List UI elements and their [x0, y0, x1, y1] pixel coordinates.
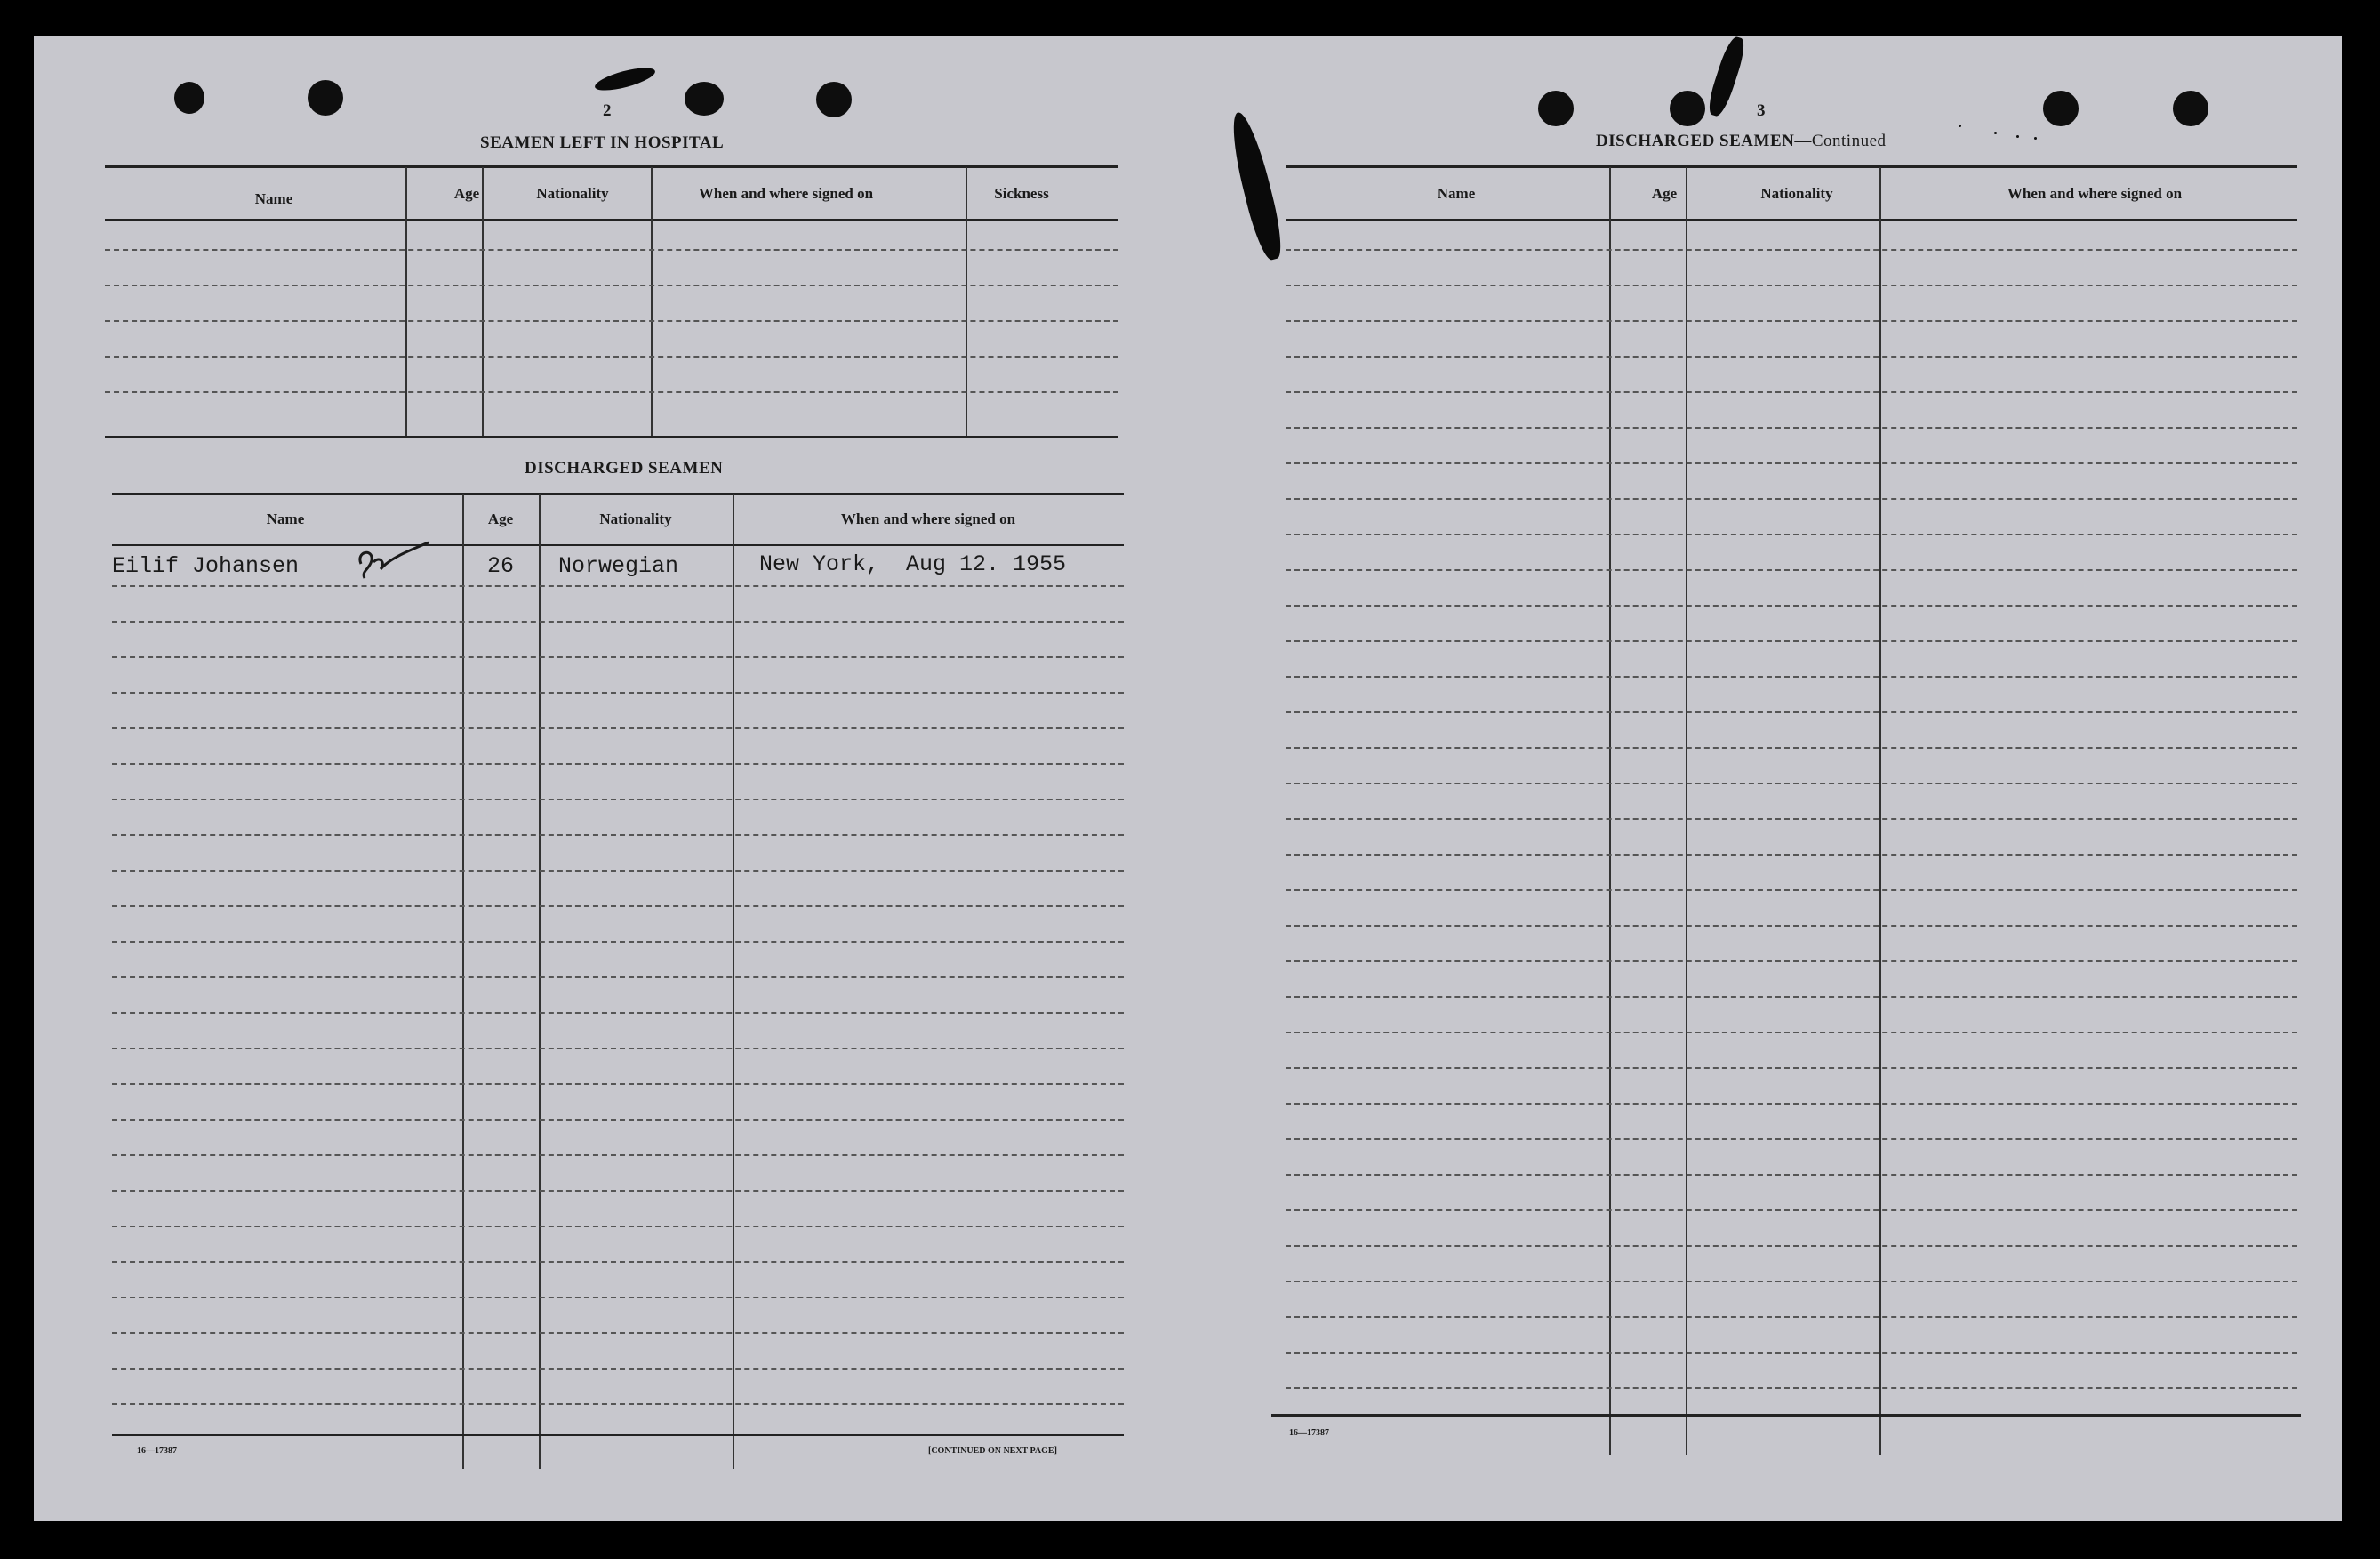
ruled-line [1286, 889, 2297, 891]
speck [1959, 125, 1961, 127]
ruled-line [1286, 1209, 2297, 1211]
ruled-line [1286, 249, 2297, 251]
ruled-line [1286, 498, 2297, 500]
hospital-col-divider [966, 167, 967, 438]
ruled-line [112, 1368, 1124, 1370]
speck [2016, 135, 2019, 138]
ruled-line [1286, 356, 2297, 358]
ruled-line [112, 1332, 1124, 1334]
ruled-line [1286, 1316, 2297, 1318]
ruled-line [1286, 996, 2297, 998]
punch-hole-3 [685, 82, 724, 116]
hospital-header-age: Age [453, 185, 480, 202]
right-header-name: Name [1437, 185, 1476, 202]
right-header-signed-on: When and where signed on [2007, 185, 2183, 202]
ruled-line [105, 320, 1118, 322]
ruled-line [112, 1119, 1124, 1121]
hospital-title: SEAMEN LEFT IN HOSPITAL [480, 133, 725, 152]
punch-hole-1 [174, 82, 204, 114]
document-sheet [34, 36, 2342, 1521]
ruled-line [112, 1012, 1124, 1014]
right-top-rule [1286, 165, 2297, 168]
discharged-title: DISCHARGED SEAMEN [525, 459, 724, 478]
discharged-header-signed-on: When and where signed on [840, 510, 1016, 527]
right-header-age: Age [1651, 185, 1678, 202]
ruled-line [112, 1261, 1124, 1263]
right-title-continued: —Continued [1794, 132, 1887, 150]
entry-nationality: Norwegian [558, 553, 679, 579]
punch-hole-6 [1670, 91, 1705, 126]
page-number-left: 2 [603, 101, 612, 120]
ruled-line [1286, 534, 2297, 535]
hospital-col-divider [482, 167, 484, 438]
ruled-line [1286, 818, 2297, 820]
ruled-line [1286, 427, 2297, 429]
discharged-header-name: Name [266, 510, 305, 527]
discharged-col-divider [733, 494, 734, 1469]
hospital-header-signed-on: When and where signed on [698, 185, 874, 202]
right-header-rule [1286, 219, 2297, 221]
ruled-line [112, 1083, 1124, 1085]
ruled-line [112, 905, 1124, 907]
discharged-bottom-rule [112, 1434, 1124, 1436]
ruled-line [1286, 747, 2297, 749]
ruled-line [112, 1403, 1124, 1405]
right-col-divider [1686, 167, 1687, 1455]
ruled-line [112, 799, 1124, 800]
ruled-line [1286, 925, 2297, 927]
torn-mark-right [1704, 35, 1748, 118]
hospital-col-divider [405, 167, 407, 438]
discharged-top-rule [112, 493, 1124, 495]
entry-age: 26 [487, 553, 515, 579]
entry-signed-on: New York, Aug 12. 1955 [759, 551, 1067, 577]
hospital-col-divider [651, 167, 653, 438]
page-number-right: 3 [1757, 101, 1766, 120]
ruled-line [1286, 569, 2297, 571]
ruled-line [112, 763, 1124, 765]
continued-note: [CONTINUED ON NEXT PAGE] [928, 1446, 1057, 1456]
right-title-main: DISCHARGED SEAMEN [1596, 132, 1795, 150]
ruled-line [112, 941, 1124, 943]
ruled-line [1286, 1032, 2297, 1033]
discharged-header-age: Age [487, 510, 514, 527]
ruled-line [112, 1297, 1124, 1298]
punch-hole-8 [2173, 91, 2208, 126]
ruled-line [105, 285, 1118, 286]
ruled-line [1286, 1138, 2297, 1140]
ruled-line [112, 656, 1124, 658]
ruled-line [1286, 1352, 2297, 1354]
ruled-line [112, 1154, 1124, 1156]
ruled-line [105, 249, 1118, 251]
discharged-col-divider [462, 494, 464, 1469]
ruled-line [112, 834, 1124, 836]
right-header-nationality: Nationality [1760, 185, 1833, 202]
ruled-line [1286, 1245, 2297, 1247]
ruled-line [1286, 1174, 2297, 1176]
hospital-header-name: Name [254, 190, 293, 207]
ruled-line [1286, 711, 2297, 713]
ruled-line [1286, 960, 2297, 962]
handwritten-initials-icon [354, 539, 434, 583]
ruled-line [105, 391, 1118, 393]
punch-hole-7 [2043, 91, 2079, 126]
ruled-line [1286, 320, 2297, 322]
ruled-line [112, 1226, 1124, 1227]
ruled-line [112, 692, 1124, 694]
ruled-line [112, 1048, 1124, 1049]
ruled-line [1286, 1067, 2297, 1069]
hospital-bottom-rule [105, 436, 1118, 438]
ruled-line [112, 727, 1124, 729]
ruled-line [112, 621, 1124, 623]
ruled-line [112, 1190, 1124, 1192]
speck [2034, 137, 2037, 140]
form-number-left: 16—17387 [137, 1446, 177, 1456]
ruled-line [1286, 1281, 2297, 1282]
ruled-line [112, 585, 1124, 587]
right-title [1596, 132, 1887, 151]
discharged-header-rule [112, 544, 1124, 546]
ruled-line [1286, 1103, 2297, 1105]
entry-name: Eilif Johansen [112, 553, 300, 579]
ruled-line [1286, 462, 2297, 464]
ruled-line [1286, 676, 2297, 678]
ruled-line [1286, 783, 2297, 784]
hospital-header-nationality: Nationality [536, 185, 609, 202]
hospital-header-sickness: Sickness [994, 185, 1049, 202]
ink-blot-right [1225, 109, 1287, 262]
ruled-line [1286, 1387, 2297, 1389]
punch-hole-4 [816, 82, 852, 117]
ruled-line [1286, 854, 2297, 856]
discharged-col-divider [539, 494, 541, 1469]
right-bottom-rule [1271, 1414, 2301, 1417]
discharged-header-nationality: Nationality [599, 510, 672, 527]
ruled-line [1286, 285, 2297, 286]
ruled-line [112, 870, 1124, 872]
ruled-line [105, 356, 1118, 358]
punch-hole-5 [1538, 91, 1574, 126]
ruled-line [112, 976, 1124, 978]
torn-mark-left [593, 63, 657, 95]
form-number-right: 16—17387 [1289, 1428, 1329, 1438]
ruled-line [1286, 640, 2297, 642]
speck [1994, 132, 1997, 134]
ruled-line [1286, 391, 2297, 393]
ruled-line [1286, 605, 2297, 607]
punch-hole-2 [308, 80, 343, 116]
right-col-divider [1879, 167, 1881, 1455]
right-col-divider [1609, 167, 1611, 1455]
